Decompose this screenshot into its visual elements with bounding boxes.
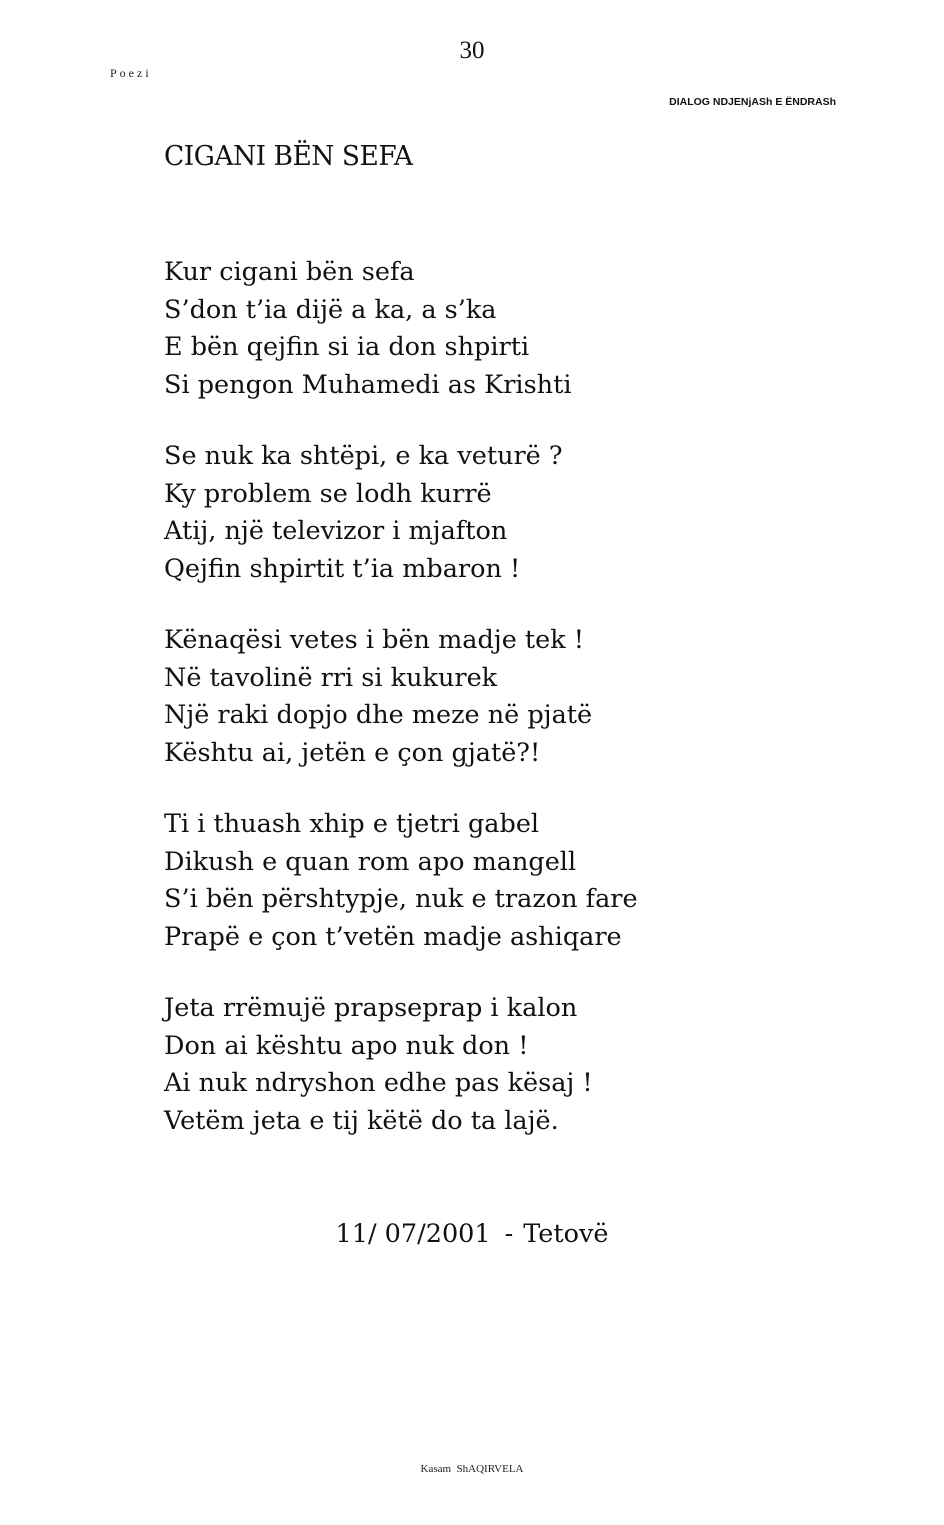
stanza bbox=[164, 990, 784, 1140]
poem-line: Atij, një televizor i mjafton bbox=[164, 516, 508, 546]
poem-line: Ai nuk ndryshon edhe pas kësaj ! bbox=[164, 1068, 593, 1098]
poem-date: 11/ 07/2001 bbox=[335, 1219, 491, 1249]
poem-line: Vetëm jeta e tij këtë do ta lajë. bbox=[164, 1105, 559, 1136]
date-separator: - bbox=[504, 1219, 514, 1249]
poem-line: Ky problem se lodh kurrë bbox=[164, 478, 492, 509]
poem-line: Prapë e çon t’vetën madje ashiqare bbox=[164, 921, 622, 952]
poem-line: Qejfin shpirtit t’ia mbaron ! bbox=[164, 553, 521, 584]
poem-line: S’i bën përshtypje, nuk e trazon fare bbox=[164, 884, 638, 914]
poem-line: Ti i thuash xhip e tjetri gabel bbox=[164, 809, 540, 839]
book-title: DIALOG NDJENjASh E ËNDRASh bbox=[669, 96, 836, 108]
poem-title: CIGANI BËN SEFA bbox=[164, 141, 413, 172]
stanza bbox=[164, 806, 784, 956]
dateline bbox=[0, 1217, 944, 1251]
poem-line: Kur cigani bën sefa bbox=[164, 257, 415, 287]
poem-line: Në tavolinë rri si kukurek bbox=[164, 662, 498, 693]
stanza bbox=[164, 622, 784, 772]
poem-line: Dikush e quan rom apo mangell bbox=[164, 846, 577, 877]
poem-line: E bën qejfin si ia don shpirti bbox=[164, 332, 530, 362]
poem-place: Tetovë bbox=[523, 1219, 609, 1249]
poem-line: Një raki dopjo dhe meze në pjatë bbox=[164, 700, 593, 730]
poem-line: Jeta rrëmujë prapseprap i kalon bbox=[164, 993, 578, 1023]
poem-body bbox=[164, 254, 784, 1174]
stanza bbox=[164, 438, 784, 588]
poem-line: Kështu ai, jetën e çon gjatë?! bbox=[164, 737, 541, 768]
poem-line: Kënaqësi vetes i bën madje tek ! bbox=[164, 625, 585, 655]
poem-line: S’don t’ia dijë a ka, a s’ka bbox=[164, 294, 497, 325]
poem-line: Si pengon Muhamedi as Krishti bbox=[164, 369, 572, 400]
stanza bbox=[164, 254, 784, 404]
page-number: 30 bbox=[459, 37, 485, 64]
poem-line: Se nuk ka shtëpi, e ka veturë ? bbox=[164, 441, 563, 471]
section-label: Poezi bbox=[110, 66, 152, 80]
poem-line: Don ai kështu apo nuk don ! bbox=[164, 1030, 529, 1061]
footer-author: Kasam ShAQIRVELA bbox=[420, 1463, 524, 1475]
